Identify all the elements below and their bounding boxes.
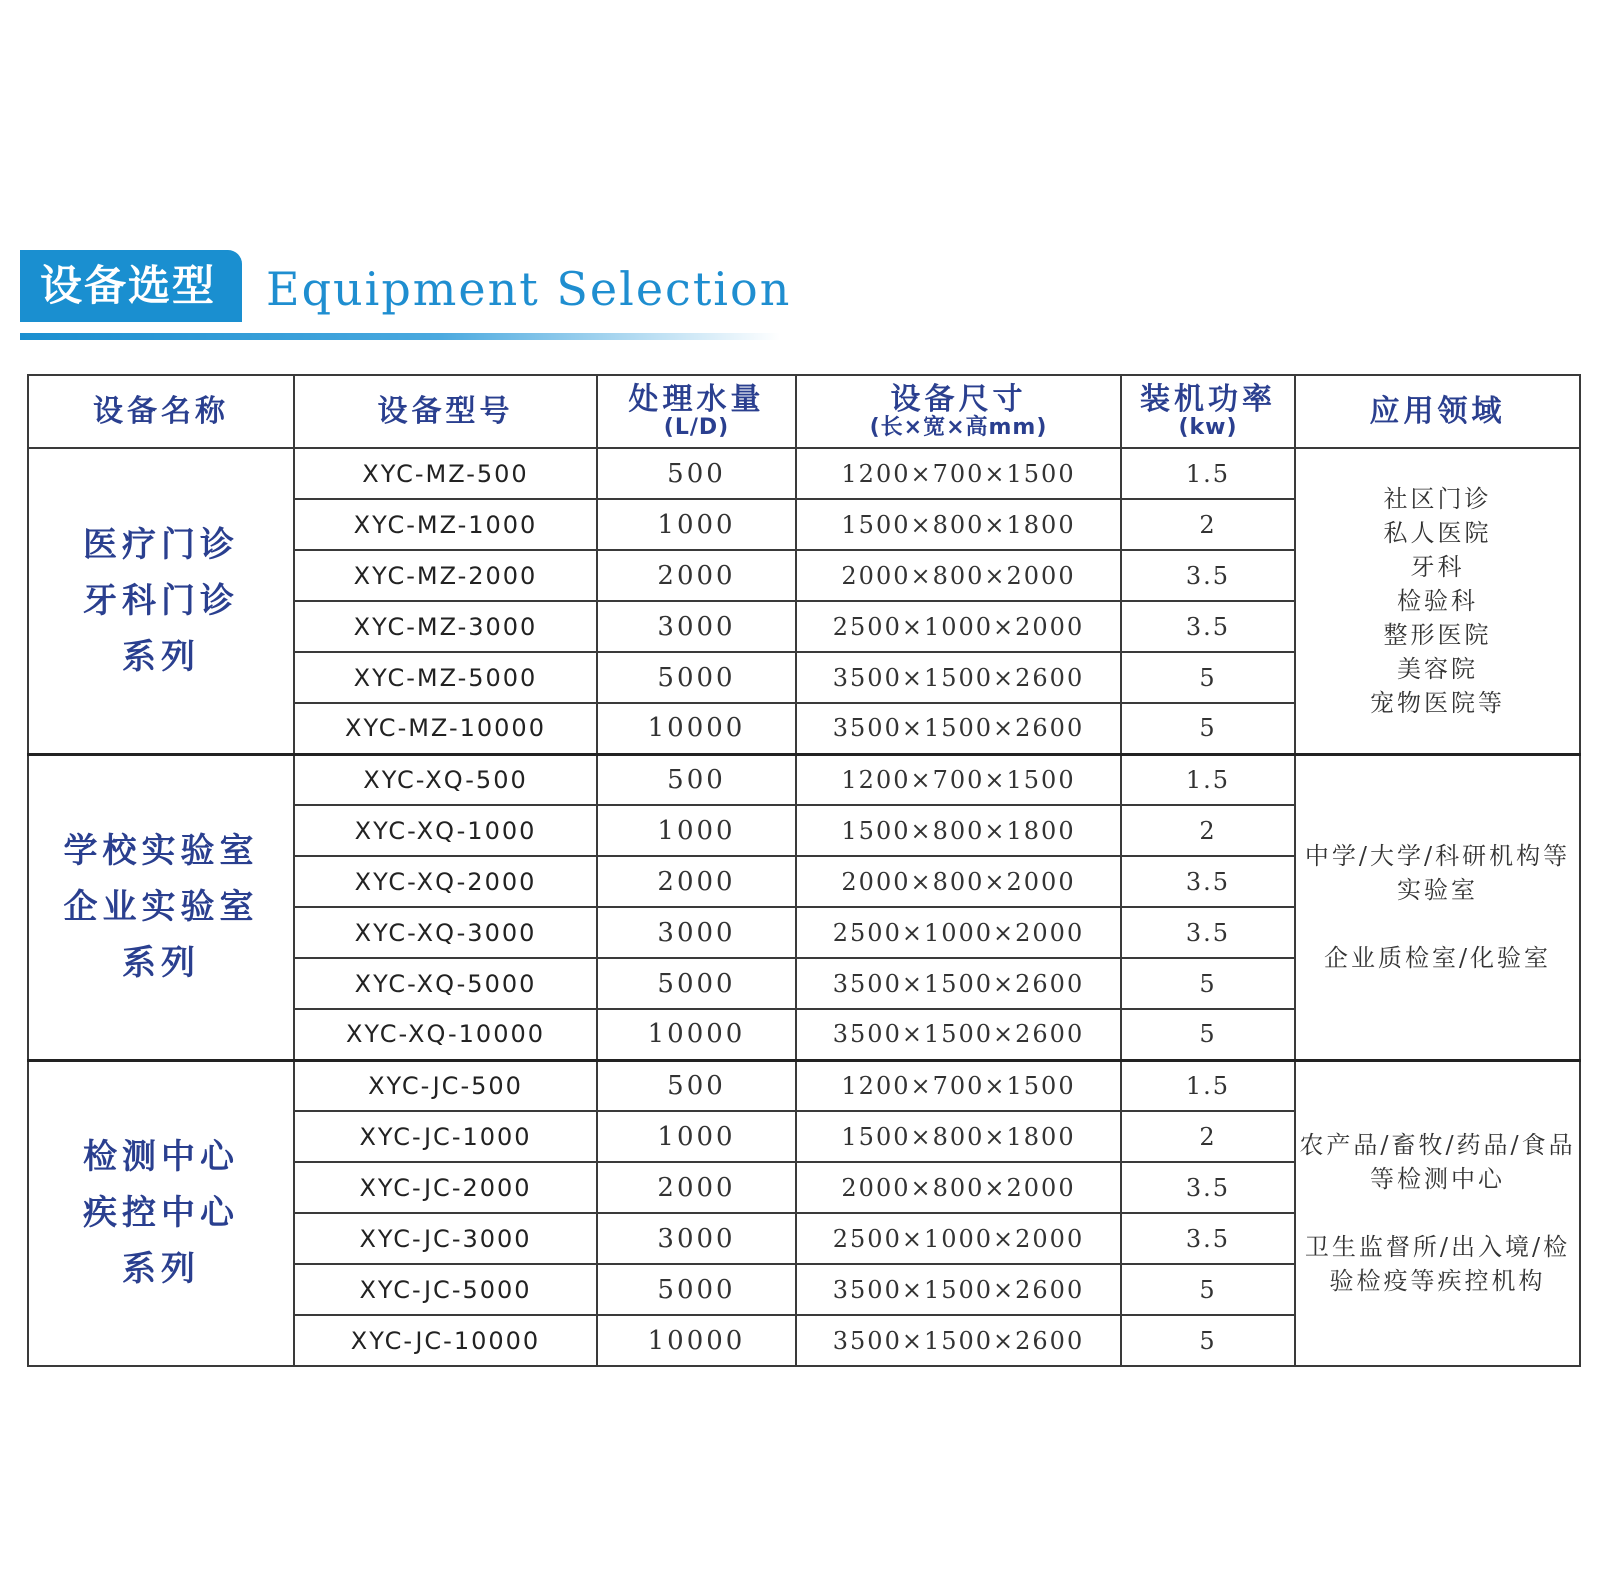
size-cell: 1200×700×1500 (796, 448, 1121, 499)
size-cell: 3500×1500×2600 (796, 1264, 1121, 1315)
size-cell: 3500×1500×2600 (796, 1315, 1121, 1366)
col-header-size-unit: (长×宽×高mm) (869, 414, 1048, 440)
series-name-line: 医疗门诊 (83, 524, 239, 565)
application-cell (1295, 1060, 1580, 1366)
application-text: 美容院 (1397, 654, 1478, 683)
model-cell: XYC-JC-10000 (294, 1315, 597, 1366)
col-header-capacity-unit: (L/D) (663, 414, 730, 440)
model-cell: XYC-JC-3000 (294, 1213, 597, 1264)
capacity-cell: 5000 (597, 1264, 796, 1315)
size-cell: 1500×800×1800 (796, 805, 1121, 856)
model-cell: XYC-XQ-500 (294, 754, 597, 805)
size-cell: 3500×1500×2600 (796, 958, 1121, 1009)
application-text: 农产品/畜牧/药品/食品等检测中心 (1299, 1131, 1576, 1194)
size-cell: 2500×1000×2000 (796, 1213, 1121, 1264)
series-name-cell (28, 754, 294, 1060)
power-cell: 5 (1121, 1315, 1295, 1366)
power-cell: 1.5 (1121, 448, 1295, 499)
size-cell: 1500×800×1800 (796, 499, 1121, 550)
capacity-cell: 2000 (597, 1162, 796, 1213)
power-cell: 3.5 (1121, 856, 1295, 907)
power-cell: 3.5 (1121, 1213, 1295, 1264)
size-cell: 3500×1500×2600 (796, 703, 1121, 754)
model-cell: XYC-JC-500 (294, 1060, 597, 1111)
model-cell: XYC-MZ-1000 (294, 499, 597, 550)
capacity-cell: 500 (597, 448, 796, 499)
size-cell: 3500×1500×2600 (796, 652, 1121, 703)
capacity-cell: 1000 (597, 499, 796, 550)
application-text: 企业质检室/化验室 (1323, 944, 1552, 972)
model-cell: XYC-JC-5000 (294, 1264, 597, 1315)
size-cell: 1500×800×1800 (796, 1111, 1121, 1162)
series-name-line: 企业实验室 (63, 887, 259, 927)
series-name-line: 系列 (122, 1249, 200, 1290)
size-cell: 2500×1000×2000 (796, 601, 1121, 652)
series-name-line: 系列 (122, 636, 200, 677)
table-row (28, 1060, 1580, 1111)
section-title-en: Equipment Selection (266, 262, 792, 316)
capacity-cell: 3000 (597, 907, 796, 958)
model-cell: XYC-MZ-500 (294, 448, 597, 499)
capacity-cell: 10000 (597, 703, 796, 754)
size-cell: 2000×800×2000 (796, 550, 1121, 601)
power-cell: 5 (1121, 958, 1295, 1009)
capacity-cell: 5000 (597, 652, 796, 703)
model-cell: XYC-MZ-3000 (294, 601, 597, 652)
power-cell: 2 (1121, 805, 1295, 856)
power-cell: 5 (1121, 703, 1295, 754)
power-cell: 3.5 (1121, 601, 1295, 652)
series-name-line: 学校实验室 (63, 831, 259, 871)
capacity-cell: 3000 (597, 601, 796, 652)
series-name-line: 系列 (122, 943, 200, 983)
application-text: 私人医院 (1383, 518, 1492, 547)
model-cell: XYC-JC-1000 (294, 1111, 597, 1162)
capacity-cell: 1000 (597, 1111, 796, 1162)
model-cell: XYC-XQ-1000 (294, 805, 597, 856)
power-cell: 5 (1121, 652, 1295, 703)
power-cell: 5 (1121, 1009, 1295, 1060)
table-row (28, 448, 1580, 499)
col-header-power-unit: (kw) (1178, 414, 1238, 440)
section-title-zh: 设备选型 (20, 250, 242, 322)
col-header-power: 装机功率 (kw) (1121, 375, 1295, 448)
power-cell: 3.5 (1121, 907, 1295, 958)
col-header-size: 设备尺寸 (长×宽×高mm) (796, 375, 1121, 448)
application-cell (1295, 754, 1580, 1060)
capacity-cell: 5000 (597, 958, 796, 1009)
application-text: 宠物医院等 (1370, 688, 1505, 717)
capacity-cell: 2000 (597, 856, 796, 907)
application-text: 中学/大学/科研机构等实验室 (1304, 842, 1571, 904)
title-underline (20, 333, 780, 340)
application-text: 整形医院 (1383, 620, 1492, 649)
power-cell: 1.5 (1121, 754, 1295, 805)
application-cell (1295, 448, 1580, 754)
application-text: 牙科 (1410, 552, 1465, 581)
application-text: 检验科 (1397, 586, 1478, 615)
series-name-cell (28, 448, 294, 754)
series-name-line: 牙科门诊 (83, 580, 239, 621)
size-cell: 2000×800×2000 (796, 1162, 1121, 1213)
model-cell: XYC-MZ-10000 (294, 703, 597, 754)
power-cell: 5 (1121, 1264, 1295, 1315)
model-cell: XYC-XQ-2000 (294, 856, 597, 907)
col-header-application: 应用领域 (1295, 375, 1580, 448)
col-header-name: 设备名称 (28, 375, 294, 448)
capacity-cell: 10000 (597, 1315, 796, 1366)
series-name-line: 疾控中心 (83, 1193, 239, 1234)
size-cell: 2000×800×2000 (796, 856, 1121, 907)
power-cell: 3.5 (1121, 550, 1295, 601)
model-cell: XYC-MZ-2000 (294, 550, 597, 601)
col-header-capacity: 处理水量 (L/D) (597, 375, 796, 448)
capacity-cell: 500 (597, 754, 796, 805)
model-cell: XYC-MZ-5000 (294, 652, 597, 703)
application-text: 社区门诊 (1383, 484, 1492, 513)
size-cell: 3500×1500×2600 (796, 1009, 1121, 1060)
capacity-cell: 2000 (597, 550, 796, 601)
capacity-cell: 10000 (597, 1009, 796, 1060)
size-cell: 1200×700×1500 (796, 754, 1121, 805)
size-cell: 2500×1000×2000 (796, 907, 1121, 958)
model-cell: XYC-XQ-10000 (294, 1009, 597, 1060)
equipment-table (27, 374, 1581, 1367)
power-cell: 1.5 (1121, 1060, 1295, 1111)
power-cell: 2 (1121, 499, 1295, 550)
col-header-model: 设备型号 (294, 375, 597, 448)
table-row (28, 754, 1580, 805)
table-header-row (28, 375, 1580, 448)
model-cell: XYC-JC-2000 (294, 1162, 597, 1213)
application-text: 卫生监督所/出入境/检验检疫等疾控机构 (1304, 1233, 1571, 1296)
series-name-cell (28, 1060, 294, 1366)
model-cell: XYC-XQ-3000 (294, 907, 597, 958)
capacity-cell: 3000 (597, 1213, 796, 1264)
power-cell: 3.5 (1121, 1162, 1295, 1213)
size-cell: 1200×700×1500 (796, 1060, 1121, 1111)
capacity-cell: 1000 (597, 805, 796, 856)
model-cell: XYC-XQ-5000 (294, 958, 597, 1009)
capacity-cell: 500 (597, 1060, 796, 1111)
series-name-line: 检测中心 (83, 1137, 239, 1178)
power-cell: 2 (1121, 1111, 1295, 1162)
